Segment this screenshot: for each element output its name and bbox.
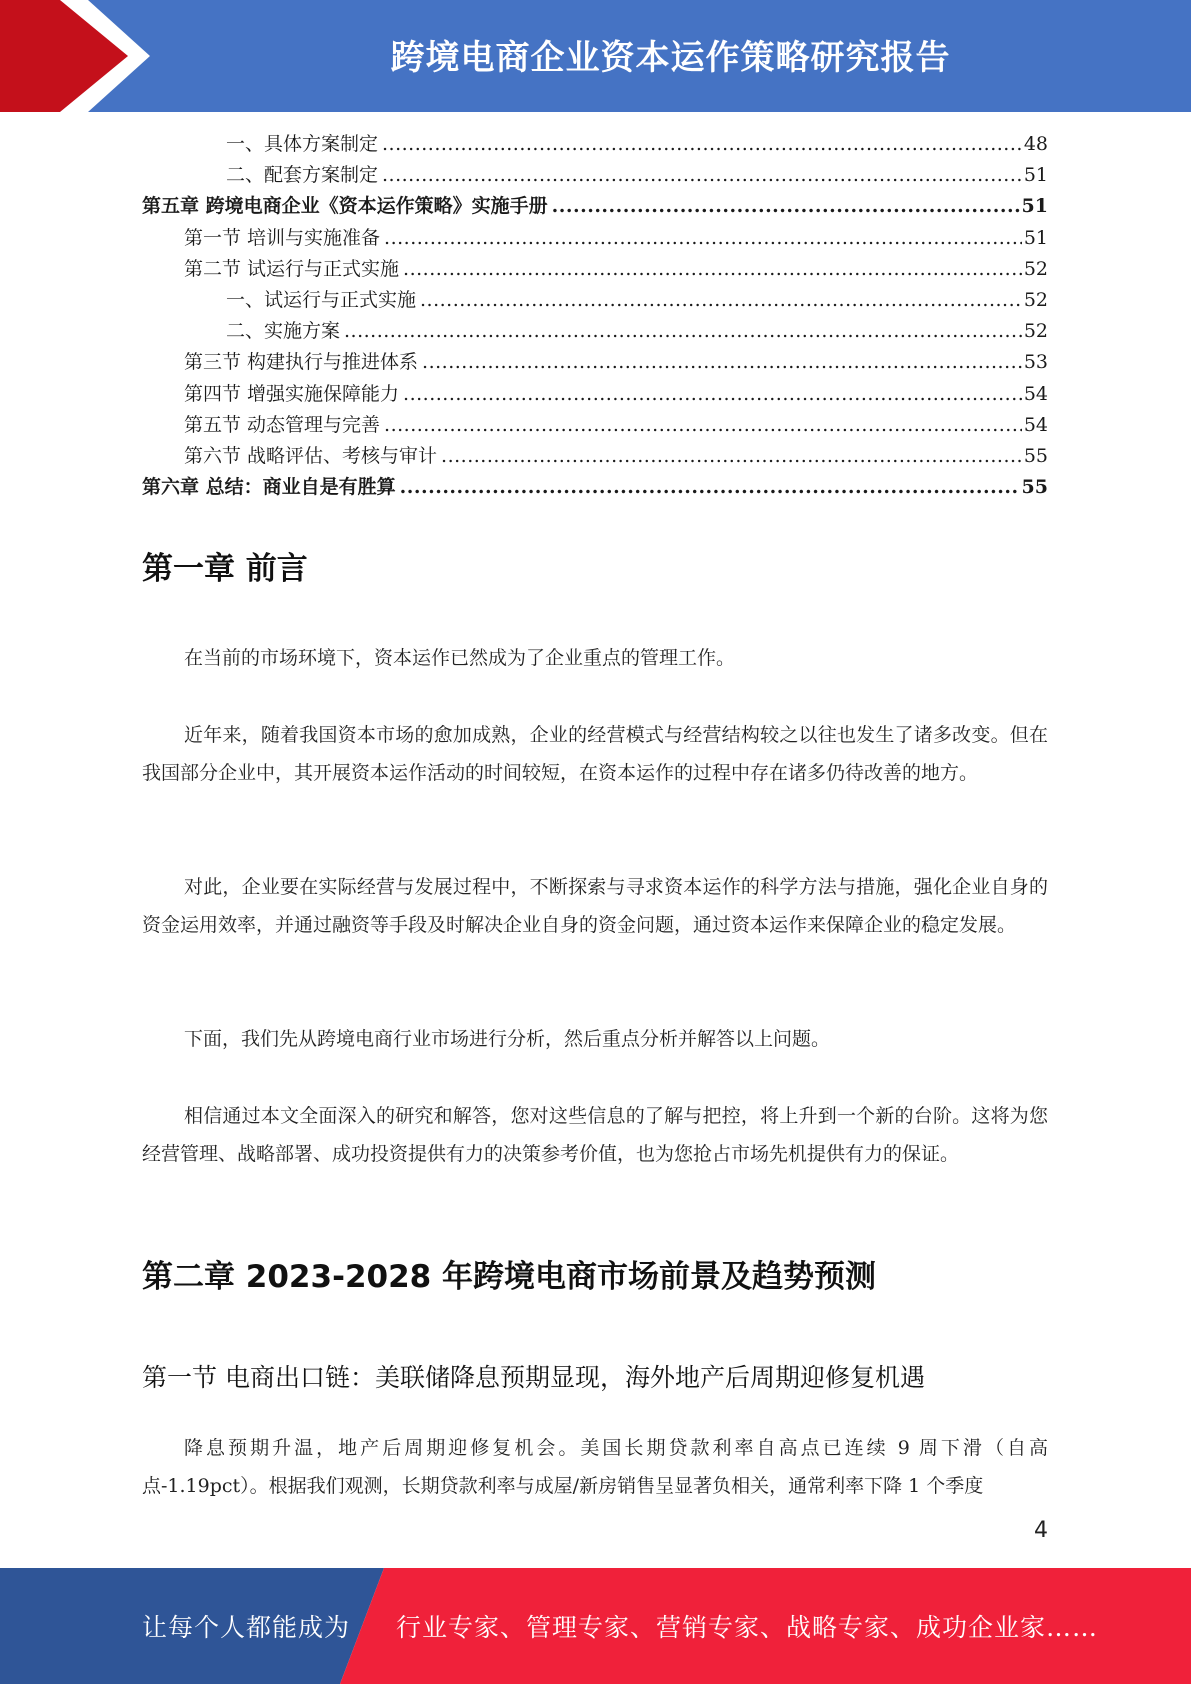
toc-leader-dots (420, 285, 1022, 316)
chapter-1-paragraph: 近年来，随着我国资本市场的愈加成熟，企业的经营模式与经营结构较之以往也发生了诸多改变。但在我国部分企业中，其开展资本运作活动的时间较短，在资本运作的过程中存在诸多仍待改善的地方。 (142, 724, 1048, 784)
toc-leader-dots (344, 316, 1022, 347)
toc-entry[interactable] (142, 129, 1048, 160)
section-1-paragraph: 降息预期升温，地产后周期迎修复机会。美国长期贷款利率自高点已连续 9 周下滑（自高点-1.19pct）。根据我们观测，长期贷款利率与成屋/新房销售呈显著负相关，通常利率下降 1 个季度 (142, 1437, 1048, 1497)
toc-leader-dots (384, 410, 1022, 441)
header-red-arrow (0, 0, 150, 112)
toc-entry-text: 第二节 试运行与正式实施 (184, 257, 400, 280)
toc-entry-page: 55 (1021, 476, 1048, 499)
table-of-contents (142, 129, 1048, 503)
toc-entry-page: 51 (1023, 164, 1048, 187)
toc-entry-chapter[interactable] (142, 472, 1048, 503)
footer-banner (0, 1568, 1191, 1684)
footer-slogan-left: 让每个人都能成为 (142, 1613, 351, 1642)
toc-entry-text: 一、具体方案制定 (226, 133, 379, 155)
toc-leader-dots (422, 347, 1022, 378)
toc-leader-dots (403, 254, 1022, 285)
header-banner (0, 0, 1191, 112)
toc-leader-dots (552, 191, 1020, 222)
toc-leader-dots (400, 472, 1020, 503)
toc-entry-page: 52 (1023, 320, 1048, 343)
page-number: 4 (1034, 1518, 1048, 1543)
toc-entry-text: 第三节 构建执行与推进体系 (184, 351, 419, 374)
chapter-2-heading: 第二章 2023-2028 年跨境电商市场前景及趋势预测 (142, 1259, 877, 1295)
toc-entry[interactable] (142, 347, 1048, 378)
toc-entry[interactable] (142, 316, 1048, 347)
chapter-1-heading: 第一章 前言 (142, 551, 308, 587)
toc-leader-dots (382, 160, 1022, 191)
chapter-1-paragraph: 下面，我们先从跨境电商行业市场进行分析，然后重点分析并解答以上问题。 (184, 1028, 831, 1050)
chapter-1-paragraph: 在当前的市场环境下，资本运作已然成为了企业重点的管理工作。 (184, 647, 736, 669)
toc-entry-page: 54 (1023, 382, 1048, 405)
toc-leader-dots (384, 223, 1022, 254)
toc-entry-page: 52 (1023, 257, 1048, 280)
toc-entry[interactable] (142, 410, 1048, 441)
toc-entry[interactable] (142, 379, 1048, 410)
toc-entry-page: 53 (1023, 351, 1048, 374)
toc-entry-page: 51 (1021, 195, 1048, 218)
toc-entry-page: 54 (1023, 413, 1048, 436)
toc-entry-text: 第一节 培训与实施准备 (184, 226, 381, 249)
toc-entry-text: 第六节 战略评估、考核与审计 (184, 444, 438, 467)
toc-entry-chapter[interactable] (142, 191, 1048, 222)
toc-entry[interactable] (142, 285, 1048, 316)
report-title: 跨境电商企业资本运作策略研究报告 (390, 37, 951, 78)
toc-leader-dots (403, 379, 1022, 410)
toc-entry-page: 55 (1023, 444, 1048, 467)
toc-entry[interactable] (142, 160, 1048, 191)
footer-slogan-right: 行业专家、管理专家、营销专家、战略专家、成功企业家…… (396, 1613, 1099, 1642)
toc-entry-text: 第六章 总结：商业自是有胜算 (142, 476, 396, 499)
chapter-1-paragraph: 相信通过本文全面深入的研究和解答，您对这些信息的了解与把控，将上升到一个新的台阶。这将为您经营管理、战略部署、成功投资提供有力的决策参考价值，也为您抢占市场先机提供有力的保证。 (142, 1105, 1048, 1165)
toc-entry-text: 二、配套方案制定 (226, 164, 379, 187)
toc-entry-text: 一、试运行与正式实施 (226, 288, 417, 311)
toc-entry[interactable] (142, 441, 1048, 472)
toc-entry-page: 48 (1023, 133, 1048, 155)
toc-entry-text: 二、实施方案 (226, 320, 341, 343)
toc-entry[interactable] (142, 254, 1048, 285)
toc-leader-dots (441, 441, 1022, 472)
toc-entry-text: 第五章 跨境电商企业《资本运作策略》实施手册 (142, 195, 548, 218)
section-1-heading: 第一节 电商出口链：美联储降息预期显现，海外地产后周期迎修复机遇 (142, 1363, 925, 1392)
toc-entry-page: 52 (1023, 288, 1048, 311)
toc-entry-text: 第四节 增强实施保障能力 (184, 382, 400, 405)
toc-entry-text: 第五节 动态管理与完善 (184, 413, 381, 436)
toc-leader-dots (382, 129, 1022, 160)
toc-entry-page: 51 (1023, 226, 1048, 249)
chapter-1-paragraph: 对此，企业要在实际经营与发展过程中，不断探索与寻求资本运作的科学方法与措施，强化企业自身的资金运用效率，并通过融资等手段及时解决企业自身的资金问题，通过资本运作来保障企业的稳定发展。 (142, 876, 1048, 936)
toc-entry[interactable] (142, 223, 1048, 254)
